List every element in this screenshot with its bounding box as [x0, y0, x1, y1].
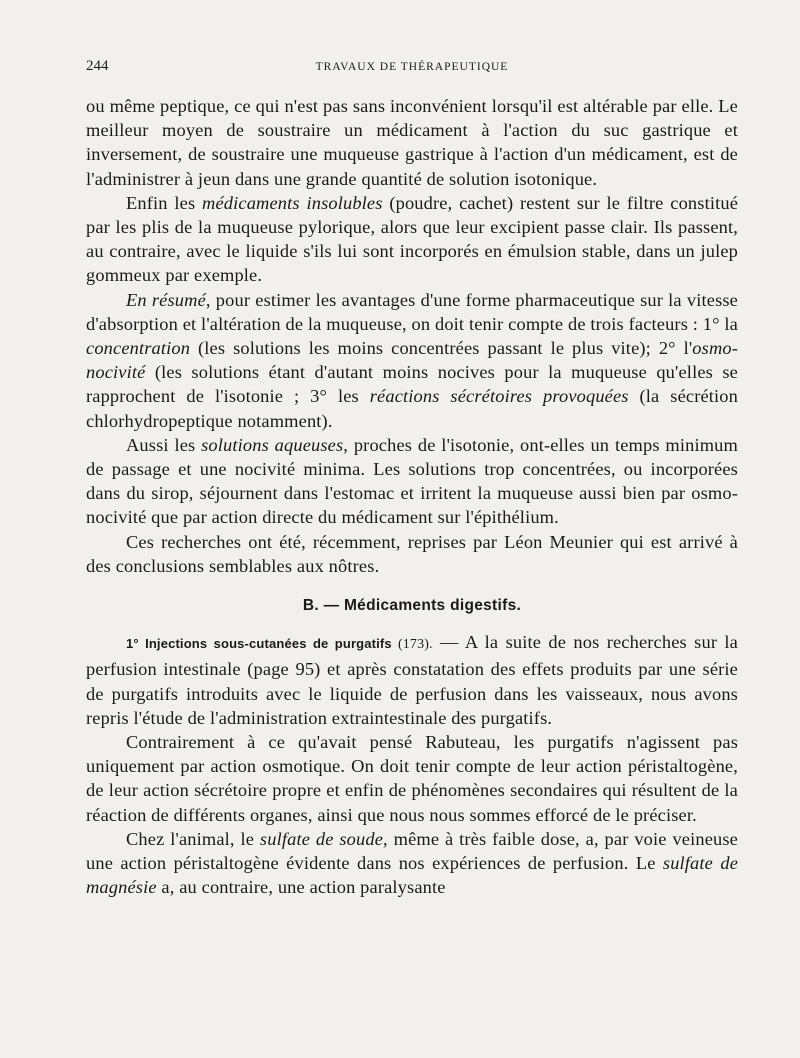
paragraph	[86, 191, 738, 288]
text-run: — A la suite de nos recherches sur la perfusion intestinale (page 95) et après constatation des effets produits par une série de purgatifs introduits avec le liquide de perfusion dans les vaisseaux, nous avons repris l'étude de l'administration extraintestinale des purgatifs.	[86, 632, 738, 728]
run-in-heading: 1° Injections sous-cutanées de purgatifs	[126, 636, 392, 652]
page-number: 244	[86, 58, 109, 74]
text-run: ou même peptique, ce qui n'est pas sans inconvénient lorsqu'il est altérable par elle. Le meilleur moyen de soustraire un médicament à l'action du suc gastrique et inversement, de soustraire une muqueuse gastrique à l'action d'un médicament, est de l'administrer à jeun dans une grande quantité de solution isotonique.	[86, 96, 738, 189]
paragraph	[86, 827, 738, 900]
italic-term: concentration	[86, 338, 191, 359]
italic-term: médicaments insolubles	[202, 192, 383, 213]
paragraph	[86, 630, 738, 730]
body-text	[86, 94, 738, 900]
text-run: (poudre, cachet) restent sur le filtre constitué par les plis de la muqueuse pylorique, alors que leur excipient passe clair. Ils passent, au contraire, avec le liquide s'ils lui sont incorporés en émulsion stable, dans un julep gommeux par exemple.	[86, 192, 739, 286]
italic-term: En résumé	[126, 289, 206, 310]
running-title: TRAVAUX DE THÉRAPEUTIQUE	[315, 61, 509, 73]
text-run: (les solutions les moins concentrées passant le plus vite); 2° l'	[190, 338, 693, 359]
paragraphs-after-section	[86, 630, 738, 899]
paragraph	[86, 433, 738, 530]
italic-term: solutions aqueuses	[201, 434, 344, 455]
paragraph	[86, 288, 738, 433]
text-run: (les solutions étant d'autant moins nocives pour la muqueuse qu'elles se rapprochent de l'isotonie ; 3° les	[86, 362, 738, 407]
section-heading: B. — Médicaments digestifs.	[302, 597, 522, 615]
text-run: , proches de l'isotonie, ont-elles un temps minimum de passage et une nocivité minima. Les solutions trop concentrées, ou incorporées dans du sirop, séjournent dans l'estomac et irritent la muqueuse aussi bien par osmo-nocivité que par action directe du médicament sur l'épithélium.	[86, 434, 738, 528]
italic-term: réactions sécrétoires provoquées	[369, 386, 629, 407]
text-run: a, au contraire, une action paralysante	[156, 877, 446, 898]
text-run: (la sécrétion chlorhydropeptique notamment).	[86, 386, 739, 431]
text-run: Chez l'animal, le	[126, 828, 260, 849]
text-run: Aussi les	[126, 434, 202, 455]
italic-term: osmo-nocivité	[86, 338, 738, 383]
paragraph	[86, 94, 738, 191]
text-run: Enfin les	[126, 192, 203, 213]
italic-term: sulfate de magnésie	[86, 853, 739, 898]
paragraph	[86, 530, 738, 578]
text-run: , pour estimer les avantages d'une forme pharmaceutique sur la vitesse d'absorption et l'altération de la muqueuse, on doit tenir compte de trois facteurs : 1° la	[86, 289, 738, 334]
text-run: , même à très faible dose, a, par voie veineuse une action péristaltogène évidente dans nos expériences de perfusion. Le	[86, 828, 738, 874]
text-run: Ces recherches ont été, récemment, reprises par Léon Meunier qui est arrivé à des conclusions semblables aux nôtres.	[86, 531, 738, 576]
italic-term: sulfate de soude	[259, 828, 384, 849]
paragraph	[86, 730, 738, 827]
text-run: Contrairement à ce qu'avait pensé Rabuteau, les purgatifs n'agissent pas uniquement par action osmotique. On doit tenir compte de leur action péristaltogène, de leur action sécrétoire propre et enfin de phénomènes secondaires qui résultent de la réaction de différents organes, ainsi que nous nous sommes efforcé de le préciser.	[86, 732, 738, 825]
paragraphs-before-section	[86, 94, 738, 578]
text-run: (173).	[391, 637, 433, 653]
running-head	[86, 58, 738, 82]
